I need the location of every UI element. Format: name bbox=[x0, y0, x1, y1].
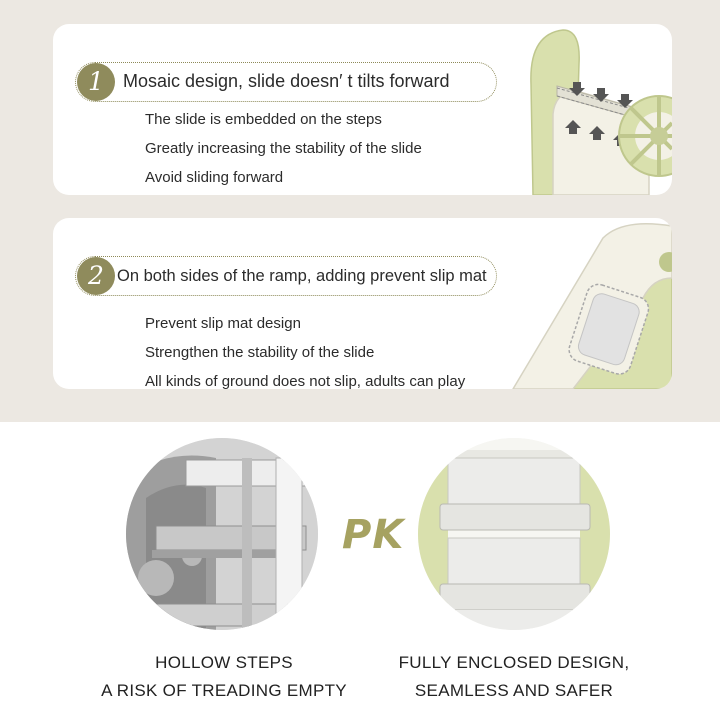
enclosed-caption-line-1: FULLY ENCLOSED DESIGN, bbox=[398, 653, 630, 672]
feature-2-line-1: Prevent slip mat design bbox=[145, 315, 301, 332]
feature-1-line-3: Avoid sliding forward bbox=[145, 169, 284, 186]
hollow-steps-caption-line-2: A RISK OF TREADING EMPTY bbox=[101, 681, 347, 700]
enclosed-steps-illustration bbox=[418, 438, 610, 630]
pk-label: PK bbox=[342, 512, 405, 558]
feature-card-2 bbox=[53, 218, 672, 389]
hollow-steps-caption-line-1: HOLLOW STEPS bbox=[155, 653, 293, 672]
feature-2-line-3: All kinds of ground does not slip, adults can play bbox=[145, 373, 466, 389]
feature-2-number-badge: 2 bbox=[77, 257, 115, 295]
feature-card-1 bbox=[53, 24, 672, 195]
feature-2-title: On both sides of the ramp, adding prevent slip mat bbox=[117, 267, 487, 285]
hollow-steps-illustration bbox=[126, 438, 318, 630]
enclosed-steps-image bbox=[418, 438, 610, 630]
slip-mat-illustration bbox=[493, 218, 672, 389]
feature-1-line-1: The slide is embedded on the steps bbox=[145, 111, 382, 128]
enclosed-caption-line-2: SEAMLESS AND SAFER bbox=[414, 681, 614, 700]
feature-1-line-2: Greatly increasing the stability of the slide bbox=[145, 140, 422, 157]
feature-2-line-2: Strengthen the stability of the slide bbox=[145, 344, 375, 361]
slide-step-illustration bbox=[493, 24, 672, 195]
feature-1-number-badge: 1 bbox=[77, 63, 115, 101]
feature-1-title: Mosaic design, slide doesn′ t tilts forward bbox=[123, 71, 450, 91]
hollow-steps-image bbox=[126, 438, 318, 630]
